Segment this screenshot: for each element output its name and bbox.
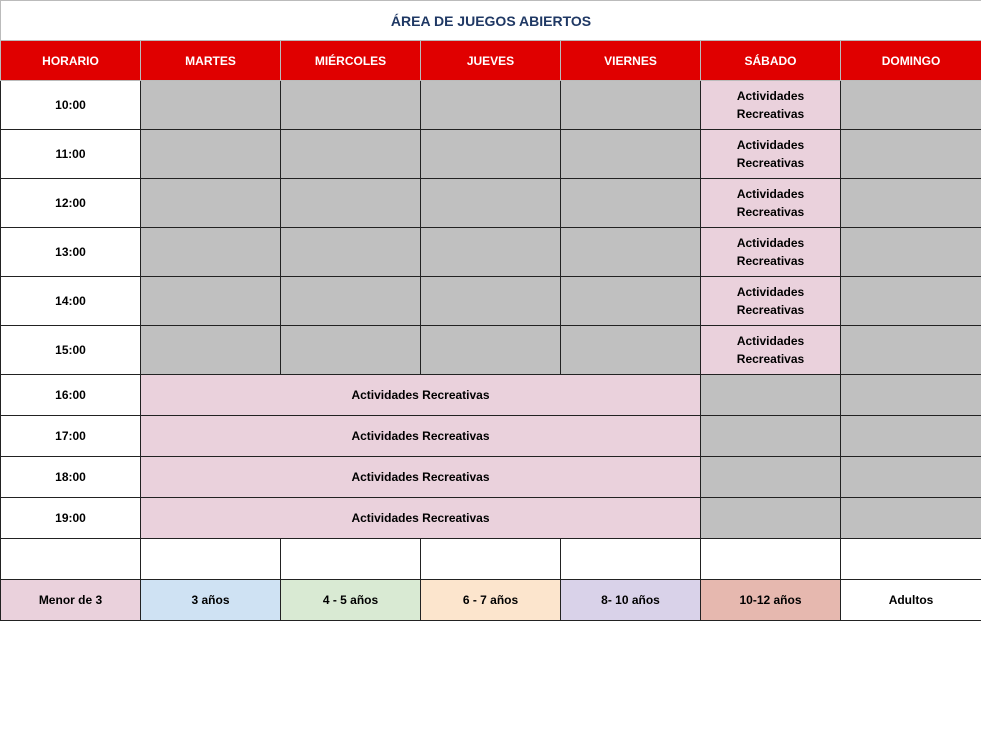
closed-cell — [701, 375, 841, 416]
blank-cell — [421, 539, 561, 580]
activity-label-line1: Actividades — [736, 236, 805, 250]
closed-cell — [421, 130, 561, 179]
closed-cell — [841, 326, 981, 375]
activity-cell: Actividades Recreativas — [141, 416, 701, 457]
closed-cell — [841, 416, 981, 457]
schedule-row — [1, 228, 981, 277]
header-row — [1, 41, 981, 81]
closed-cell — [841, 81, 981, 130]
legend-item: Adultos — [841, 580, 981, 621]
time-cell: 14:00 — [1, 277, 141, 326]
activity-cell — [701, 81, 841, 130]
schedule-row — [1, 457, 981, 498]
header-martes: MARTES — [141, 41, 281, 81]
legend-item: 8- 10 años — [561, 580, 701, 621]
closed-cell — [141, 228, 281, 277]
closed-cell — [141, 130, 281, 179]
legend-item: 6 - 7 años — [421, 580, 561, 621]
blank-cell — [1, 539, 141, 580]
header-viernes: VIERNES — [561, 41, 701, 81]
closed-cell — [841, 130, 981, 179]
activity-cell — [701, 130, 841, 179]
activity-cell: Actividades Recreativas — [141, 498, 701, 539]
closed-cell — [841, 277, 981, 326]
closed-cell — [841, 179, 981, 228]
activity-cell: Actividades Recreativas — [141, 375, 701, 416]
closed-cell — [561, 130, 701, 179]
legend-item: 10-12 años — [701, 580, 841, 621]
closed-cell — [561, 326, 701, 375]
closed-cell — [701, 416, 841, 457]
activity-cell — [701, 277, 841, 326]
activity-label-line1: Actividades — [736, 334, 805, 348]
schedule-row — [1, 179, 981, 228]
time-cell: 13:00 — [1, 228, 141, 277]
activity-cell — [701, 326, 841, 375]
schedule-row — [1, 326, 981, 375]
closed-cell — [421, 228, 561, 277]
closed-cell — [701, 498, 841, 539]
blank-cell — [701, 539, 841, 580]
schedule-row — [1, 416, 981, 457]
closed-cell — [141, 326, 281, 375]
legend-row — [1, 580, 981, 621]
blank-cell — [281, 539, 421, 580]
activity-cell: Actividades Recreativas — [141, 457, 701, 498]
activity-label-line2: Recreativas — [736, 352, 805, 366]
closed-cell — [281, 326, 421, 375]
legend-item: 3 años — [141, 580, 281, 621]
closed-cell — [141, 179, 281, 228]
blank-cell — [561, 539, 701, 580]
closed-cell — [561, 179, 701, 228]
activity-label-line1: Actividades — [736, 138, 805, 152]
closed-cell — [141, 277, 281, 326]
schedule-row — [1, 130, 981, 179]
legend-item: Menor de 3 — [1, 580, 141, 621]
closed-cell — [421, 277, 561, 326]
closed-cell — [281, 277, 421, 326]
closed-cell — [281, 179, 421, 228]
closed-cell — [841, 457, 981, 498]
schedule-row — [1, 498, 981, 539]
schedule-row — [1, 375, 981, 416]
closed-cell — [841, 375, 981, 416]
header-miercoles: MIÉRCOLES — [281, 41, 421, 81]
activity-label-line1: Actividades — [736, 285, 805, 299]
header-jueves: JUEVES — [421, 41, 561, 81]
activity-label-line2: Recreativas — [736, 205, 805, 219]
blank-row — [1, 539, 981, 580]
header-domingo: DOMINGO — [841, 41, 981, 81]
header-horario: HORARIO — [1, 41, 141, 81]
activity-cell — [701, 179, 841, 228]
activity-label-line2: Recreativas — [736, 107, 805, 121]
time-cell: 10:00 — [1, 81, 141, 130]
activity-label-line1: Actividades — [736, 89, 805, 103]
activity-label-line2: Recreativas — [736, 303, 805, 317]
closed-cell — [281, 130, 421, 179]
closed-cell — [561, 277, 701, 326]
activity-label-line2: Recreativas — [736, 254, 805, 268]
closed-cell — [701, 457, 841, 498]
time-cell: 11:00 — [1, 130, 141, 179]
closed-cell — [561, 228, 701, 277]
time-cell: 19:00 — [1, 498, 141, 539]
schedule-row — [1, 277, 981, 326]
activity-label-line1: Actividades — [736, 187, 805, 201]
schedule-row — [1, 81, 981, 130]
closed-cell — [281, 81, 421, 130]
closed-cell — [421, 81, 561, 130]
time-cell: 16:00 — [1, 375, 141, 416]
activity-label-line2: Recreativas — [736, 156, 805, 170]
closed-cell — [841, 498, 981, 539]
closed-cell — [141, 81, 281, 130]
time-cell: 17:00 — [1, 416, 141, 457]
header-sabado: SÁBADO — [701, 41, 841, 81]
closed-cell — [421, 326, 561, 375]
blank-cell — [141, 539, 281, 580]
closed-cell — [841, 228, 981, 277]
closed-cell — [281, 228, 421, 277]
closed-cell — [421, 179, 561, 228]
legend-item: 4 - 5 años — [281, 580, 421, 621]
closed-cell — [561, 81, 701, 130]
activity-cell — [701, 228, 841, 277]
time-cell: 15:00 — [1, 326, 141, 375]
blank-cell — [841, 539, 981, 580]
time-cell: 12:00 — [1, 179, 141, 228]
time-cell: 18:00 — [1, 457, 141, 498]
page-title: ÁREA DE JUEGOS ABIERTOS — [1, 1, 981, 41]
